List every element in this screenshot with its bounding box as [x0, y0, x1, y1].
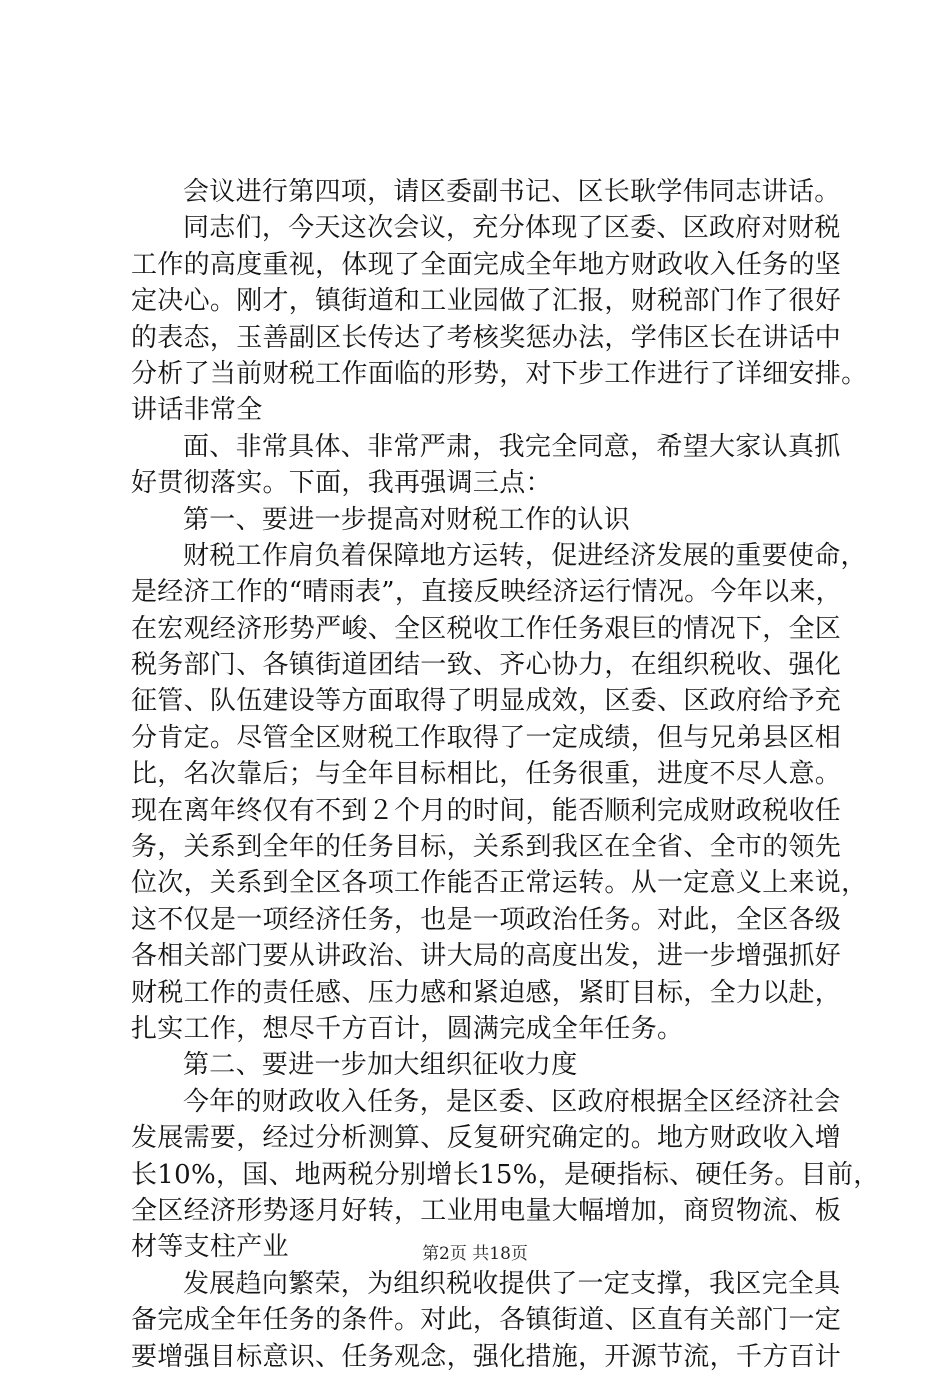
paragraph [131, 538, 868, 1047]
paragraph-line: 征管、队伍建设等方面取得了明显成效，区委、区政府给予充 [131, 686, 842, 717]
paragraph [131, 174, 841, 210]
paragraph-line: 发展趋向繁荣，为组织税收提供了一定支撑，我区完全具 [183, 1268, 841, 1299]
paragraph [131, 210, 868, 428]
paragraph [131, 1084, 880, 1266]
paragraph-line: 扎实工作，想尽千方百计，圆满完成全年任务。 [131, 1013, 684, 1044]
paragraph-line: 是经济工作的“晴雨表”，直接反映经济运行情况。今年以来， [131, 577, 842, 608]
paragraph-line: 务，关系到全年的任务目标，关系到我区在全省、全市的领先 [131, 832, 842, 863]
paragraph-line: 分析了当前财税工作面临的形势，对下步工作进行了详细安排。 [131, 358, 868, 389]
paragraph-line: 的表态，玉善副区长传达了考核奖惩办法，学伟区长在讲话中 [131, 322, 842, 353]
paragraph-line: 今年的财政收入任务，是区委、区政府根据全区经济社会 [183, 1086, 841, 1117]
paragraph-line: 工作的高度重视，体现了全面完成全年地方财政收入任务的坚 [131, 249, 842, 280]
paragraph-line: 定决心。刚才，镇街道和工业园做了汇报，财税部门作了很好 [131, 286, 842, 317]
paragraph-line: 会议进行第四项，请区委副书记、区长耿学伟同志讲话。 [183, 177, 841, 207]
paragraph [131, 1266, 842, 1375]
paragraph [131, 1047, 831, 1083]
paragraph-line: 现在离年终仅有不到２个月的时间，能否顺利完成财政税收任 [131, 795, 842, 826]
paragraph-line: 这不仅是一项经济任务，也是一项政治任务。对此，全区各级 [131, 904, 842, 935]
paragraph-line: 全区经济形势逐月好转，工业用电量大幅增加，商贸物流、板 [131, 1195, 842, 1226]
paragraph-line: 在宏观经济形势严峻、全区税收工作任务艰巨的情况下，全区 [131, 613, 842, 644]
document-body [131, 174, 880, 1375]
paragraph-line: 长10%，国、地两税分别增长15%，是硬指标、硬任务。目前， [131, 1159, 880, 1190]
paragraph-line: 讲话非常全 [131, 395, 263, 426]
paragraph-line: 同志们，今天这次会议，充分体现了区委、区政府对财税 [183, 213, 841, 244]
paragraph-line: 第一、要进一步提高对财税工作的认识 [183, 504, 631, 535]
paragraph-line: 比，名次靠后；与全年目标相比，任务很重，进度不尽人意。 [131, 759, 842, 790]
paragraph-line: 备完成全年任务的条件。对此，各镇街道、区直有关部门一定 [131, 1305, 842, 1336]
paragraph-line: 第二、要进一步加大组织征收力度 [183, 1050, 578, 1081]
page-footer: 第2页 共18页 [422, 1244, 528, 1264]
paragraph-line: 材等支柱产业 [131, 1232, 289, 1263]
paragraph-line: 位次，关系到全区各项工作能否正常运转。从一定意义上来说， [131, 868, 868, 899]
paragraph-line: 好贯彻落实。下面，我再强调三点： [131, 468, 552, 499]
paragraph-line: 财税工作的责任感、压力感和紧迫感，紧盯目标，全力以赴， [131, 977, 842, 1008]
paragraph-line: 分肯定。尽管全区财税工作取得了一定成绩，但与兄弟县区相 [131, 722, 842, 753]
paragraph-line: 各相关部门要从讲政治、讲大局的高度出发，进一步增强抓好 [131, 941, 842, 972]
paragraph-line: 税务部门、各镇街道团结一致、齐心协力，在组织税收、强化 [131, 650, 842, 681]
paragraph-line: 面、非常具体、非常严肃，我完全同意，希望大家认真抓 [183, 431, 841, 462]
paragraph [131, 429, 841, 502]
paragraph-line: 发展需要，经过分析测算、反复研究确定的。地方财政收入增 [131, 1123, 842, 1154]
paragraph-line: 要增强目标意识、任务观念，强化措施，开源节流，千方百计 [131, 1341, 842, 1372]
paragraph-line: 财税工作肩负着保障地方运转，促进经济发展的重要使命， [183, 540, 867, 571]
paragraph [131, 502, 831, 538]
